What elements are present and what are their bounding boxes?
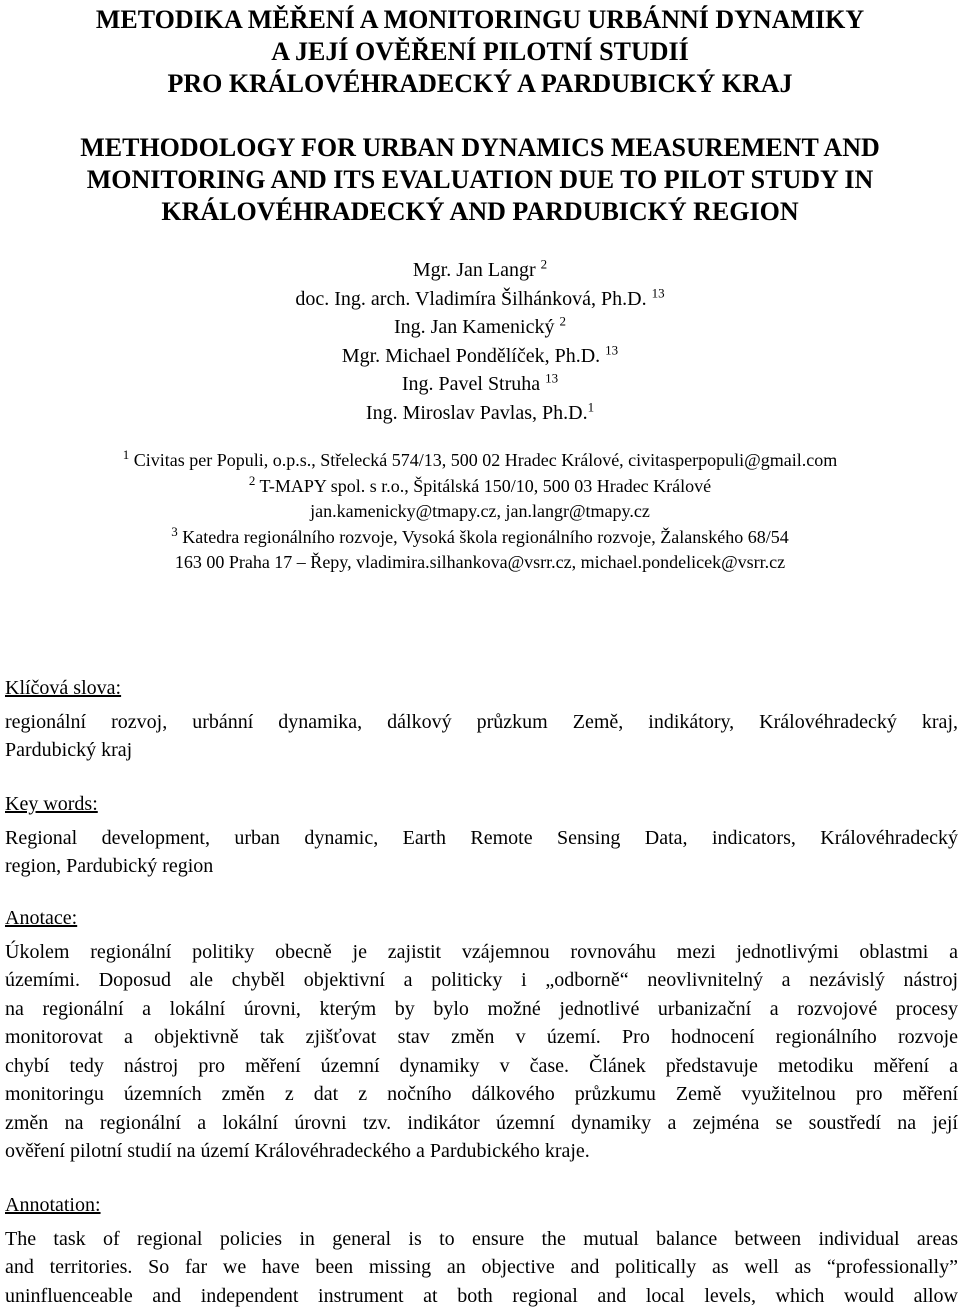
title-english <box>0 132 960 228</box>
title-czech-line: METODIKA MĚŘENÍ A MONITORINGU URBÁNNÍ DYNAMIKY <box>0 4 960 36</box>
title-english-line: MONITORING AND ITS EVALUATION DUE TO PILOT STUDY IN <box>0 164 960 196</box>
affiliation <box>0 448 960 474</box>
abstract-czech-line: územími. Doposud ale chyběl objektivní a politicky i „odborně“ neovlivnitelný a nezávislý nástroj <box>5 966 958 995</box>
author-name: Ing. Miroslav Pavlas, Ph.D. <box>366 402 588 424</box>
abstract-czech-line: monitoringu územních změn z dat z nočního dálkového průzkumu Země využitelnou pro měření <box>5 1080 958 1109</box>
abstract-czech-line: ověření pilotní studií na území Královéhradeckého a Pardubického kraje. <box>5 1137 958 1166</box>
author <box>0 313 960 342</box>
author-list <box>0 256 960 427</box>
author-affiliation-mark: 13 <box>545 370 558 385</box>
title-czech-line: A JEJÍ OVĚŘENÍ PILOTNÍ STUDIÍ <box>0 36 960 68</box>
affiliation <box>0 499 960 525</box>
keywords-czech-heading: Klíčová slova: <box>5 674 958 703</box>
affiliation-list <box>0 448 960 576</box>
author-name: Mgr. Jan Langr <box>413 259 536 281</box>
abstract-czech-line: monitorovat a objektivně tak zjišťovat stav změn v území. Pro hodnocení regionálního rozvoje <box>5 1023 958 1052</box>
author-affiliation-mark: 1 <box>588 399 595 414</box>
abstract-czech-line: na regionální a lokální úrovni, kterým by bylo možné jednotlivé urbanizační a rozvojové procesy <box>5 995 958 1024</box>
author-name: Ing. Jan Kamenický <box>394 316 555 338</box>
author-name: Mgr. Michael Pondělíček, Ph.D. <box>342 345 600 367</box>
author-affiliation-mark: 2 <box>560 313 567 328</box>
affiliation-text: Civitas per Populi, o.p.s., Střelecká 574/13, 500 02 Hradec Králové, civitasperpopuli@gmail.com <box>134 450 837 470</box>
affiliation <box>0 550 960 576</box>
abstract-english-line: The task of regional policies in general is to ensure the mutual balance between individual areas <box>5 1225 958 1254</box>
keywords-czech-line: Pardubický kraj <box>5 736 958 765</box>
author-name: Ing. Pavel Struha <box>402 373 540 395</box>
title-czech-line: PRO KRÁLOVÉHRADECKÝ A PARDUBICKÝ KRAJ <box>0 68 960 100</box>
title-english-line: METHODOLOGY FOR URBAN DYNAMICS MEASUREMENT AND <box>0 132 960 164</box>
author <box>0 285 960 314</box>
keywords-czech-line: regionální rozvoj, urbánní dynamika, dálkový průzkum Země, indikátory, Královéhradecký kraj, <box>5 708 958 737</box>
abstract-english-section <box>5 1191 958 1310</box>
title-czech <box>0 4 960 100</box>
abstract-english-line: uninfluenceable and independent instrument at both regional and local levels, which would allow <box>5 1282 958 1310</box>
author-affiliation-mark: 13 <box>652 285 665 300</box>
abstract-czech-section <box>5 904 958 1166</box>
author <box>0 370 960 399</box>
abstract-czech-heading: Anotace: <box>5 904 958 933</box>
affiliation <box>0 474 960 500</box>
author-affiliation-mark: 13 <box>605 342 618 357</box>
affiliation-text: jan.kamenicky@tmapy.cz, jan.langr@tmapy.cz <box>310 501 650 521</box>
abstract-czech-line: změn na regionální a lokální úrovni tzv. indikátor územní dynamiky a zejména se soustředí na její <box>5 1109 958 1138</box>
abstract-czech-line: Úkolem regionální politiky obecně je zajistit vzájemnou rovnováhu mezi jednotlivými oblastmi a <box>5 938 958 967</box>
keywords-english-heading: Key words: <box>5 790 958 819</box>
abstract-english-heading: Annotation: <box>5 1191 958 1220</box>
author <box>0 342 960 371</box>
affiliation <box>0 525 960 551</box>
abstract-czech-line: chybí tedy nástroj pro měření územní dynamiky v čase. Článek představuje metodiku měření a <box>5 1052 958 1081</box>
author <box>0 256 960 285</box>
affiliation-mark: 2 <box>249 473 256 488</box>
keywords-czech-section <box>5 674 958 765</box>
title-english-line: KRÁLOVÉHRADECKÝ AND PARDUBICKÝ REGION <box>0 196 960 228</box>
author-name: doc. Ing. arch. Vladimíra Šilhánková, Ph.D. <box>295 288 646 310</box>
abstract-english-line: and territories. So far we have been missing an objective and politically as well as “professionally” <box>5 1253 958 1282</box>
affiliation-text: T-MAPY spol. s r.o., Špitálská 150/10, 500 03 Hradec Králové <box>260 476 712 496</box>
affiliation-mark: 1 <box>123 447 130 462</box>
keywords-english-section <box>5 790 958 881</box>
keywords-english-line: Regional development, urban dynamic, Earth Remote Sensing Data, indicators, Královéhradecký <box>5 824 958 853</box>
affiliation-text: Katedra regionálního rozvoje, Vysoká škola regionálního rozvoje, Žalanského 68/54 <box>182 527 789 547</box>
author-affiliation-mark: 2 <box>541 256 548 271</box>
affiliation-text: 163 00 Praha 17 – Řepy, vladimira.silhankova@vsrr.cz, michael.pondelicek@vsrr.cz <box>175 552 785 572</box>
keywords-english-line: region, Pardubický region <box>5 852 958 881</box>
author <box>0 399 960 428</box>
affiliation-mark: 3 <box>171 524 178 539</box>
